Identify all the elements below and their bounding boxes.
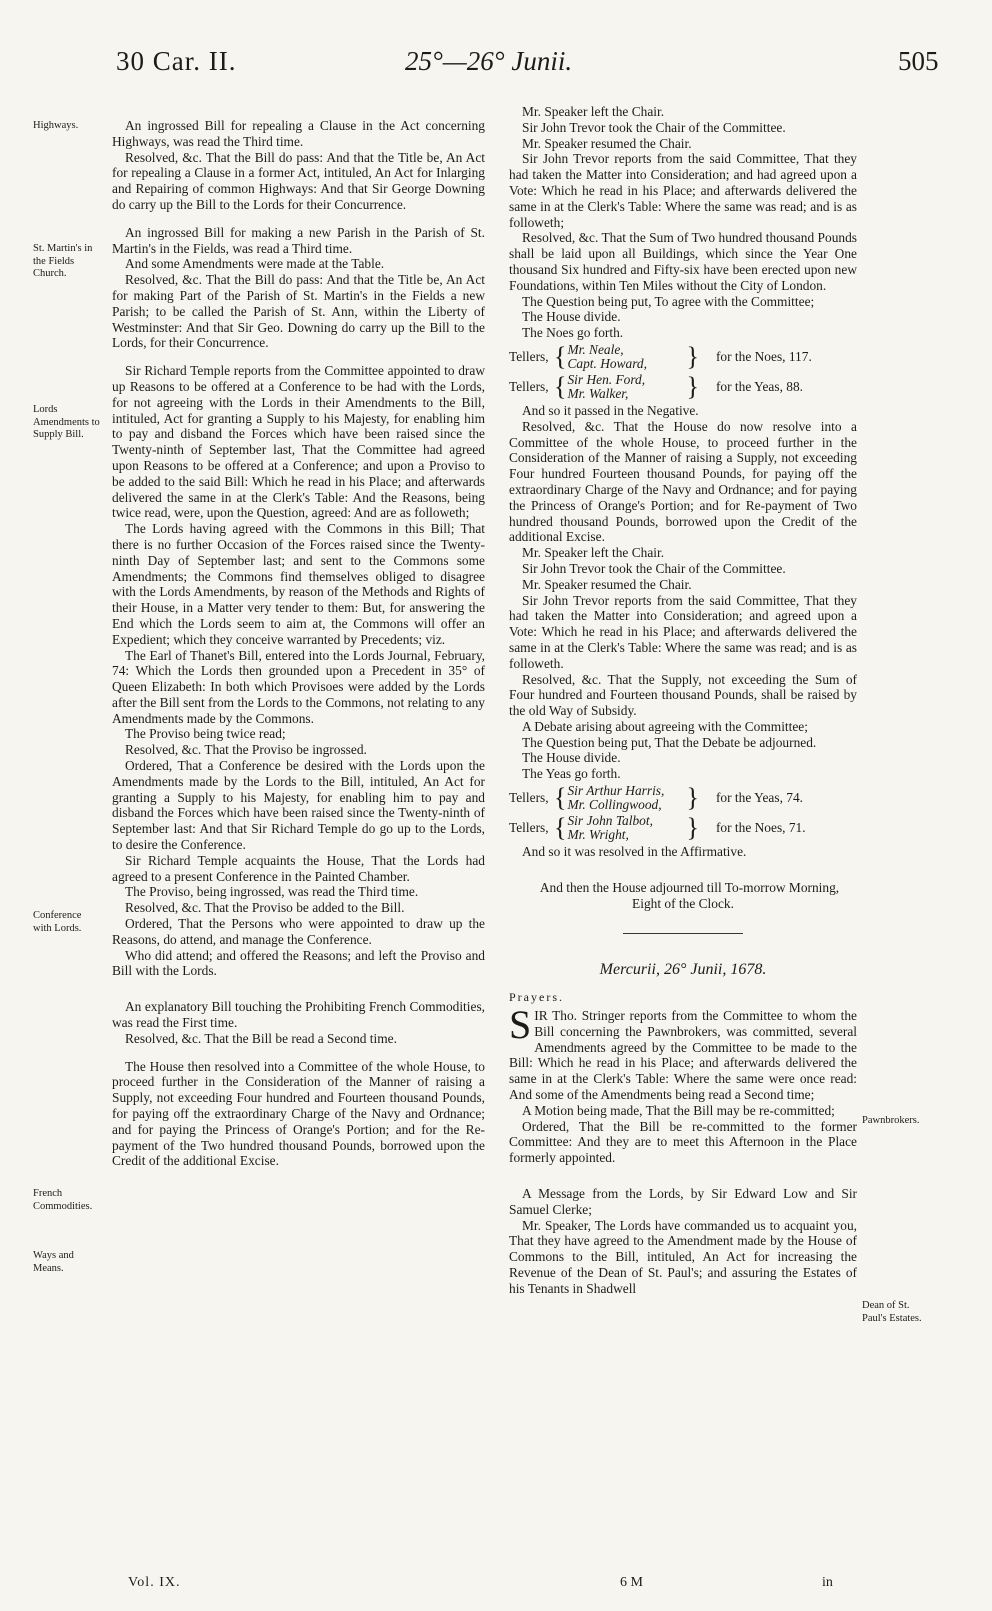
margin-note-pawnbrokers: Pawnbrokers. <box>862 1115 920 1126</box>
drop-cap: S <box>509 1002 532 1048</box>
paragraph: A Message from the Lords, by Sir Edward Low and Sir Samuel Clerke; <box>509 1186 857 1217</box>
catchword: in <box>822 1575 833 1590</box>
right-column <box>509 104 857 1297</box>
teller-name: Sir Arthur Harris, <box>567 783 665 799</box>
paragraph: Resolved, &c. That the Bill do pass: And that the Title be, An Act for making Part of the Parish of St. Martin's in the Fields a new Parish; to be called the Parish of St. Ann, within the Liberty of Westminster: And that Sir Geo. Downing do carry up the Bill to the Lords, for their Concurrence. <box>112 272 485 351</box>
left-brace: { <box>554 783 567 813</box>
left-brace: { <box>554 371 567 401</box>
tellers-noes-division-2 <box>509 814 857 842</box>
paragraph: Sir John Trevor took the Chair of the Committee. <box>522 119 786 135</box>
paragraph: Resolved, &c. That the Proviso be ingrossed. <box>125 742 367 758</box>
teller-names <box>567 814 685 842</box>
paragraph: Resolved, &c. That the Bill do pass: And that the Title be, An Act for repealing a Clause in a former Act, intituled, An Act for Inlarging and Repairing of common Highways: And that Sir George Downing do carry up the Bill to the Lords for their Concurrence. <box>112 149 485 212</box>
right-brace: } <box>686 371 699 401</box>
paragraph: And some Amendments were made at the Table. <box>125 256 385 272</box>
paragraph: Mr. Speaker, The Lords have commanded us to acquaint you, That they have agreed to the Amendment made by the House of Commons to the Bill, intituled, An Act for increasing the Revenue of the Dean of St. Paul's; and assuring the Estates of his Tenants in Shadwell <box>509 1217 857 1296</box>
paragraph: Ordered, That a Conference be desired with the Lords upon the Amendments made by the Lords to the Bill, intituled, An Act for granting a Supply to his Majesty, for enabling him to pay and disband the Forces which have been raised since the Twenty-ninth of September last: And that Sir Richard Temple do go up to the Lords, to desire the Conference. <box>112 758 485 853</box>
paragraph: Resolved, &c. That the Sum of Two hundred thousand Pounds shall be laid upon all Buildings, which since the Year One thousand Six hundred and Fifty-six have been erected upon new Foundations, within Ten Miles without the City of London. <box>509 230 857 293</box>
division-result: for the Yeas, 88. <box>715 379 804 395</box>
day-heading: Mercurii, 26° Junii, 1678. <box>599 961 767 979</box>
paragraph: An ingrossed Bill for making a new Parish in the Parish of St. Martin's in the Fields, was read a Third time. <box>112 224 485 256</box>
paragraph: Mr. Speaker left the Chair. <box>522 545 665 561</box>
teller-name: Mr. Walker, <box>567 385 629 401</box>
left-brace: { <box>554 341 567 371</box>
paragraph: An explanatory Bill touching the Prohibiting French Commodities, was read the First time. <box>112 999 485 1031</box>
paragraph: And so it was resolved in the Affirmative. <box>522 844 747 860</box>
paragraph: The Proviso being twice read; <box>125 726 286 742</box>
section-divider <box>623 933 743 934</box>
paragraph: Sir Richard Temple reports from the Committee appointed to draw up Reasons to be offered at a Conference to be had with the Lords, for not agreeing with the Lords in their Amendments to the Bill, intituled, Act for granting a Supply to his Majesty, for enabling him to pay and disband the Forces which have been raised since the Twenty-ninth of September last, That the Committee had agreed upon Reasons to be offered at a Conference; and upon a Proviso to be added to the said Bill: Which he read in his Place; and afterwards delivered the same in at the Clerk's Table: And the Reasons, being twice read, were, upon the Question, agreed: And are as followeth; <box>112 363 485 521</box>
teller-names <box>567 343 685 371</box>
paragraph: Mr. Speaker resumed the Chair. <box>522 576 692 592</box>
tellers-label: Tellers, <box>509 379 549 395</box>
paragraph: Resolved, &c. That the Proviso be added to the Bill. <box>125 900 405 916</box>
paragraph: Resolved, &c. That the Supply, not exceeding the Sum of Four hundred and Fourteen thousand Pounds, shall be raised by the old Way of Subsidy. <box>509 671 857 719</box>
paragraph: Sir John Trevor took the Chair of the Committee. <box>522 560 786 576</box>
paragraph: Mr. Speaker left the Chair. <box>522 104 665 119</box>
right-brace: } <box>686 813 699 843</box>
margin-note-ways-and-means: Ways and Means. <box>33 1250 74 1274</box>
paragraph: The House divide. <box>522 309 621 325</box>
paragraph: Sir Richard Temple acquaints the House, That the Lords had agreed to a present Conference in the Painted Chamber. <box>112 852 485 884</box>
paragraph: Resolved, &c. That the House do now resolve into a Committee of the whole House, to proceed further in the Consideration of the Manner of raising a Supply, not exceeding Four hundred Fourteen thousand Pounds, for paying off the extraordinary Charge of the Navy and Ordnance; and for paying the Princess of Orange's Portion; and for Re-payment of Two hundred thousand Pounds, borrowed upon the Credit of the additional Excise. <box>509 418 857 545</box>
paragraph: A Motion being made, That the Bill may be re-committed; <box>522 1102 835 1118</box>
margin-note-dean-st-pauls: Dean of St. Paul's Estates. <box>862 1300 922 1324</box>
division-result: for the Yeas, 74. <box>715 790 804 806</box>
running-head-regnal-year: 30 Car. II. <box>116 46 237 76</box>
volume-number: Vol. IX. <box>128 1575 181 1590</box>
margin-note-highways: Highways. <box>33 120 79 131</box>
page-number: 505 <box>898 46 939 76</box>
paragraph: Sir John Trevor reports from the said Committee, That they had taken the Matter into Consideration; and agreed upon a Vote: Which he read in his Place; and afterwards delivered the same in at the Clerk's Table: Where the same was read; and is as followeth. <box>509 592 857 671</box>
running-head-date: 25°—26° Junii. <box>405 46 573 76</box>
left-column <box>112 118 485 1169</box>
right-brace: } <box>686 341 699 371</box>
paragraph: The Question being put, That the Debate be adjourned. <box>522 734 817 750</box>
paragraph: Resolved, &c. That the Bill be read a Second time. <box>125 1030 397 1046</box>
teller-names <box>567 373 685 401</box>
paragraph: Ordered, That the Persons who were appointed to draw up the Reasons, do attend, and manage the Conference. <box>112 916 485 947</box>
adjournment-notice: And then the House adjourned till To-morrow Morning, Eight of the Clock. <box>539 879 840 911</box>
right-brace: } <box>686 783 699 813</box>
teller-name: Sir John Talbot, <box>567 813 653 829</box>
paragraph: Who did attend; and offered the Reasons; and left the Proviso and Bill with the Lords. <box>112 947 485 979</box>
tellers-label: Tellers, <box>509 790 549 806</box>
tellers-label: Tellers, <box>509 349 549 365</box>
paragraph: The House then resolved into a Committee of the whole House, to proceed further in the Consideration of the Manner of raising a Supply, not exceeding Four hundred and Fourteen thousand Pounds, for paying off the extraordinary Charge of the Navy and Ordnance; and for paying the Princess of Orange's Portion; and for the Re-payment of the Two hundred thousand Pounds, borrowed upon the Credit of the additional Excise. <box>112 1058 485 1169</box>
teller-name: Sir Hen. Ford, <box>567 371 646 387</box>
teller-name: Capt. Howard, <box>567 355 647 371</box>
teller-name: Mr. Wright, <box>567 827 629 843</box>
margin-note-st-martins: St. Martin's in the Fields Church. <box>33 243 93 279</box>
division-result: for the Noes, 117. <box>715 349 812 365</box>
teller-name: Mr. Collingwood, <box>567 797 662 813</box>
paragraph: And so it passed in the Negative. <box>522 402 699 418</box>
tellers-yeas-division-2 <box>509 784 857 812</box>
paragraph: Ordered, That the Bill be re-committed to the former Committee: And they are to meet this Afternoon in the Place formerly appointed. <box>509 1118 857 1166</box>
prayers-heading: Prayers. <box>509 990 564 1005</box>
paragraph: Mr. Speaker resumed the Chair. <box>522 135 692 151</box>
paragraph: The Noes go forth. <box>522 325 624 341</box>
paragraph: A Debate arising about agreeing with the Committee; <box>522 718 808 734</box>
margin-note-conference: Conference with Lords. <box>33 910 82 934</box>
paragraph: The House divide. <box>522 750 621 766</box>
margin-note-french-commodities: French Commodities. <box>33 1188 93 1212</box>
paragraph: The Question being put, To agree with the Committee; <box>522 293 815 309</box>
signature-mark: 6 M <box>620 1575 643 1590</box>
paragraph: Sir John Trevor reports from the said Committee, That they had taken the Matter into Consideration; and had agreed upon a Vote: Which he read in his Place; and afterwards delivered the same in at the Clerk's Table: Where the same was read; and is as followeth; <box>509 151 857 230</box>
paragraph-text: IR Tho. Stringer reports from the Committee to whom the Bill concerning the Pawnbrokers, was committed, several Amendments agreed by the Committee to be made to the Bill: Which he read in his Place; and afterwards delivered the same in at the Clerk's Table: Where the same were once read: And some of the Amendments being read a Second time; <box>509 1008 857 1103</box>
margin-note-lords-amendments: Lords Amendments to Supply Bill. <box>33 404 100 440</box>
teller-name: Mr. Neale, <box>567 341 624 357</box>
paragraph: The Yeas go forth. <box>522 766 621 782</box>
paragraph: The Lords having agreed with the Commons in this Bill; That there is no further Occasion of the Forces raised since the Twenty-ninth Day of September last; and sent to the Commons some Amendments; the Commons find themselves obliged to disagree with the Lords Amendments, by reason of the Methods and Rights of their House, in a Matter very tender to them: But, for answering the End which the Lords seem to aim at, the Commons will offer an Expedient; which they conceive warranted by Precedents; viz. <box>112 521 485 647</box>
left-brace: { <box>554 813 567 843</box>
teller-names <box>567 784 685 812</box>
division-result: for the Noes, 71. <box>715 820 806 836</box>
paragraph: The Proviso, being ingrossed, was read the Third time. <box>125 884 419 900</box>
tellers-yeas-division-1 <box>509 373 857 401</box>
paragraph: The Earl of Thanet's Bill, entered into the Lords Journal, February, 74: Which the Lords then grounded upon a Precedent in 35° of Queen Elizabeth: In both which Provisoes were added by the Lords after the Bill sent from the Lords to the Commons, not relating to any Amendments made by the Commons. <box>112 647 485 726</box>
paragraph-pawnbrokers <box>509 1002 857 1103</box>
paragraph: An ingrossed Bill for repealing a Clause in the Act concerning Highways, was read the Third time. <box>112 118 485 149</box>
tellers-noes-division-1 <box>509 343 857 371</box>
tellers-label: Tellers, <box>509 820 549 836</box>
